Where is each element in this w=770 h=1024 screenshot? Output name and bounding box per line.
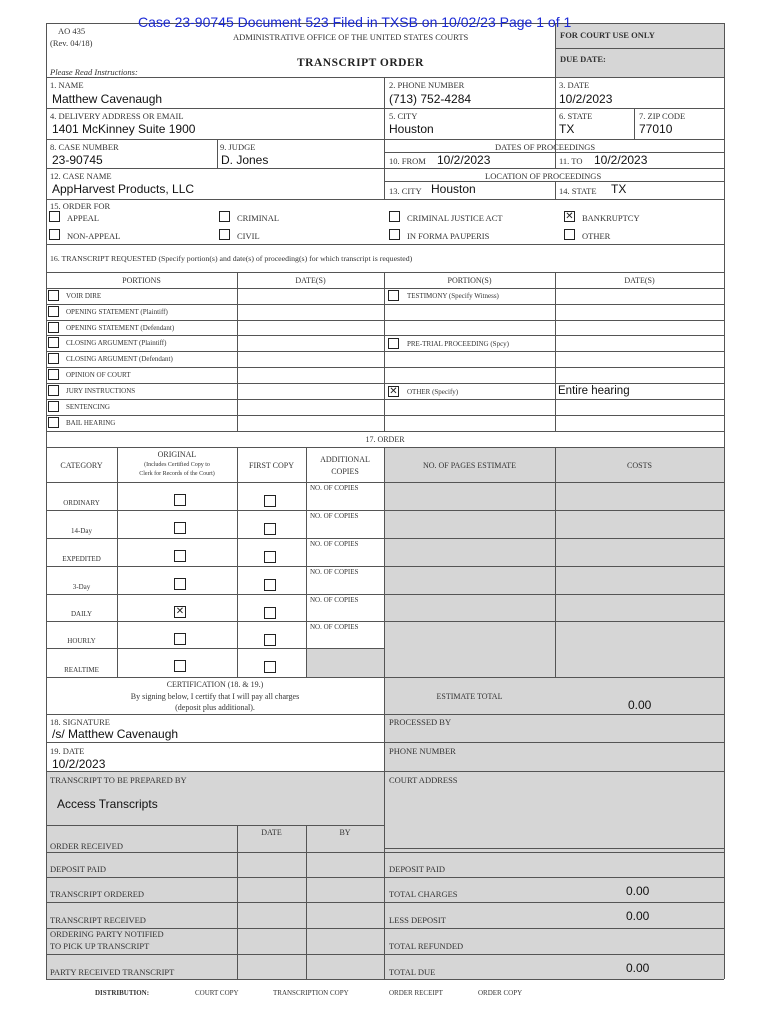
col-additional-1: ADDITIONAL (320, 455, 370, 464)
distribution-order-copy: ORDER COPY (478, 989, 523, 997)
first-copy-checkbox[interactable] (264, 551, 276, 563)
portion-checkbox[interactable] (48, 353, 59, 364)
less-deposit-value[interactable]: 0.00 (626, 909, 650, 923)
col-original-note-2: Clerk for Records of the Court) (139, 471, 215, 477)
appeal-checkbox[interactable] (49, 211, 60, 222)
name-field[interactable]: Matthew Cavenaugh (52, 92, 163, 106)
address-label: 4. DELIVERY ADDRESS OR EMAIL (50, 111, 184, 121)
criminal-checkbox[interactable] (219, 211, 230, 222)
zip-field[interactable]: 77010 (639, 122, 673, 136)
zip-label: 7. ZIP CODE (639, 111, 686, 121)
portion-checkbox[interactable] (48, 417, 59, 428)
criminal-label: CRIMINAL (237, 213, 280, 223)
case-name-field[interactable]: AppHarvest Products, LLC (52, 182, 195, 196)
col-additional-2: COPIES (331, 467, 359, 476)
portion-label: CLOSING ARGUMENT (Plaintiff) (66, 339, 167, 347)
order-category-label: ORDINARY (63, 499, 100, 507)
first-copy-checkbox[interactable] (264, 634, 276, 646)
first-copy-checkbox[interactable] (264, 495, 276, 507)
date-field[interactable]: 10/2/2023 (559, 92, 613, 106)
distribution-order-receipt: ORDER RECEIPT (389, 989, 443, 997)
from-label: 10. FROM (389, 156, 426, 166)
tracking-party-notified-1: ORDERING PARTY NOTIFIED (50, 929, 164, 939)
check-mark-icon: ✕ (565, 211, 574, 222)
cja-label: CRIMINAL JUSTICE ACT (407, 213, 503, 223)
bankruptcy-label: BANKRUPTCY (582, 213, 640, 223)
proc-city-field[interactable]: Houston (431, 182, 476, 196)
right-total-charges: TOTAL CHARGES (389, 889, 458, 899)
from-field[interactable]: 10/2/2023 (437, 153, 491, 167)
first-copy-checkbox[interactable] (264, 579, 276, 591)
testimony-checkbox[interactable] (388, 290, 399, 301)
prepared-by-label: TRANSCRIPT TO BE PREPARED BY (50, 775, 187, 785)
col-category: CATEGORY (60, 461, 103, 470)
realtime-copies-shade (306, 648, 384, 677)
tracking-party-received: PARTY RECEIVED TRANSCRIPT (50, 967, 175, 977)
appeal-label: APPEAL (67, 213, 100, 223)
col-original-note-1: (Includes Certified Copy to (144, 462, 210, 468)
certification-line-2: (deposit plus additional). (175, 703, 255, 712)
signature-field[interactable]: /s/ Matthew Cavenaugh (52, 727, 179, 741)
order-category-label: 14-Day (71, 527, 92, 535)
prepared-by-field[interactable]: Access Transcripts (57, 797, 158, 811)
proc-state-field[interactable]: TX (611, 182, 627, 196)
original-checkbox[interactable] (174, 633, 186, 645)
non-appeal-checkbox[interactable] (49, 229, 60, 240)
order-category-label: REALTIME (64, 666, 99, 674)
portion-checkbox[interactable] (48, 290, 59, 301)
tracking-col-by: BY (339, 828, 351, 837)
processed-by-label: PROCESSED BY (389, 717, 452, 727)
col-pages-estimate: NO. OF PAGES ESTIMATE (422, 461, 517, 470)
signature-date-field[interactable]: 10/2/2023 (52, 757, 106, 771)
other-specify-value[interactable]: Entire hearing (558, 385, 630, 397)
right-deposit-paid: DEPOSIT PAID (389, 864, 445, 874)
total-charges-value[interactable]: 0.00 (626, 884, 650, 898)
right-less-deposit: LESS DEPOSIT (389, 915, 446, 925)
no-of-copies-label: NO. OF COPIES (310, 540, 359, 548)
tracking-party-notified-2: TO PICK UP TRANSCRIPT (50, 941, 150, 951)
tracking-col-date: DATE (261, 828, 282, 837)
check-mark-icon: ✕ (175, 606, 185, 617)
distribution-court-copy: COURT COPY (195, 989, 239, 997)
testimony-label: TESTIMONY (Specify Witness) (407, 292, 499, 300)
pretrial-checkbox[interactable] (388, 338, 399, 349)
city-label: 5. CITY (389, 111, 418, 121)
portion-label: OPENING STATEMENT (Defendant) (66, 324, 175, 332)
first-copy-checkbox[interactable] (264, 523, 276, 535)
col-portions: PORTIONS (122, 276, 161, 285)
col-first-copy: FIRST COPY (249, 461, 294, 470)
agency-name: ADMINISTRATIVE OFFICE OF THE UNITED STATES COURTS (233, 32, 469, 42)
original-checkbox[interactable] (174, 578, 186, 590)
other-specify-checkbox[interactable] (388, 386, 399, 397)
original-checkbox[interactable] (174, 606, 186, 618)
portion-checkbox[interactable] (48, 337, 59, 348)
portion-label: VOIR DIRE (66, 292, 102, 300)
no-of-copies-label: NO. OF COPIES (310, 512, 359, 520)
pretrial-label: PRE-TRIAL PROCEEDING (Spcy) (407, 340, 510, 348)
original-checkbox[interactable] (174, 494, 186, 506)
signature-label: 18. SIGNATURE (50, 717, 110, 727)
portion-label: SENTENCING (66, 403, 110, 411)
portion-checkbox[interactable] (48, 322, 59, 333)
order-section-label: 17. ORDER (365, 435, 405, 444)
portion-label: CLOSING ARGUMENT (Defendant) (66, 355, 173, 363)
to-field[interactable]: 10/2/2023 (594, 153, 648, 167)
date-label: 3. DATE (559, 80, 590, 90)
court-use-label: FOR COURT USE ONLY (560, 30, 655, 40)
state-field[interactable]: TX (559, 122, 575, 136)
case-number-field[interactable]: 23-90745 (52, 153, 103, 167)
case-name-label: 12. CASE NAME (50, 171, 112, 181)
no-of-copies-label: NO. OF COPIES (310, 623, 359, 631)
civil-checkbox[interactable] (219, 229, 230, 240)
phone-label: 2. PHONE NUMBER (389, 80, 465, 90)
original-checkbox[interactable] (174, 522, 186, 534)
col-dates-2: DATE(S) (624, 276, 655, 285)
portion-label: JURY INSTRUCTIONS (66, 387, 136, 395)
form-number: AO 435 (58, 26, 86, 36)
case-number-label: 8. CASE NUMBER (50, 142, 119, 152)
first-copy-checkbox[interactable] (264, 661, 276, 673)
check-mark-icon: ✕ (389, 386, 398, 397)
ifp-checkbox[interactable] (389, 229, 400, 240)
due-date-label: DUE DATE: (560, 54, 606, 64)
other-label: OTHER (582, 231, 611, 241)
tracking-transcript-received: TRANSCRIPT RECEIVED (50, 915, 146, 925)
cja-checkbox[interactable] (389, 211, 400, 222)
certification-title: CERTIFICATION (18. & 19.) (166, 680, 264, 689)
col-original: ORIGINAL (157, 450, 197, 459)
first-copy-checkbox[interactable] (264, 607, 276, 619)
original-checkbox[interactable] (174, 550, 186, 562)
civil-label: CIVIL (237, 231, 260, 241)
portion-label: OPENING STATEMENT (Plaintiff) (66, 308, 168, 316)
tracking-deposit-paid: DEPOSIT PAID (50, 864, 106, 874)
address-field[interactable]: 1401 McKinney Suite 1900 (52, 122, 196, 136)
other-specify-label: OTHER (Specify) (407, 388, 459, 396)
no-of-copies-label: NO. OF COPIES (310, 596, 359, 604)
proc-city-label: 13. CITY (389, 186, 422, 196)
state-label: 6. STATE (559, 111, 593, 121)
name-label: 1. NAME (50, 80, 84, 90)
portion-checkbox[interactable] (48, 385, 59, 396)
portion-checkbox[interactable] (48, 369, 59, 380)
estimate-total-label: ESTIMATE TOTAL (436, 692, 503, 701)
transcript-requested-label: 16. TRANSCRIPT REQUESTED (Specify portion(s) and date(s) of proceeding(s) for which transcript is requested) (50, 254, 413, 263)
tracking-order-received: ORDER RECEIVED (50, 841, 123, 851)
form-revision: (Rev. 04/18) (50, 38, 93, 48)
non-appeal-label: NON-APPEAL (67, 231, 121, 241)
tracking-transcript-ordered: TRANSCRIPT ORDERED (50, 889, 145, 899)
court-address-label: COURT ADDRESS (389, 775, 458, 785)
estimate-total-value[interactable]: 0.00 (628, 698, 652, 712)
instructions-note: Please Read Instructions: (50, 67, 138, 77)
ifp-label: IN FORMA PAUPERIS (407, 231, 490, 241)
portion-checkbox[interactable] (48, 401, 59, 412)
bankruptcy-checkbox[interactable] (564, 211, 575, 222)
form-title: TRANSCRIPT ORDER (297, 57, 424, 69)
portion-label: BAIL HEARING (66, 419, 116, 427)
order-category-label: HOURLY (67, 637, 96, 645)
portion-label: OPINION OF COURT (66, 371, 131, 379)
city-field[interactable]: Houston (389, 122, 434, 136)
right-total-refunded: TOTAL REFUNDED (389, 941, 464, 951)
phone-field[interactable]: (713) 752-4284 (389, 92, 472, 106)
order-for-label: 15. ORDER FOR (50, 201, 111, 211)
dates-of-proceedings-label: DATES OF PROCEEDINGS (495, 142, 596, 152)
other-checkbox[interactable] (564, 229, 575, 240)
right-total-due: TOTAL DUE (389, 967, 436, 977)
portion-checkbox[interactable] (48, 306, 59, 317)
location-of-proceedings-label: LOCATION OF PROCEEDINGS (485, 171, 602, 181)
judge-label: 9. JUDGE (220, 142, 256, 152)
certification-line-1: By signing below, I certify that I will pay all charges (130, 692, 300, 701)
order-category-label: EXPEDITED (62, 555, 101, 563)
filing-stamp: Case 23-90745 Document 523 Filed in TXSB on 10/02/23 Page 1 of 1 (138, 14, 572, 30)
order-category-label: 3-Day (72, 583, 91, 591)
col-costs: COSTS (627, 461, 652, 470)
distribution-label: DISTRIBUTION: (95, 989, 150, 997)
phone-number-label: PHONE NUMBER (389, 746, 456, 756)
to-label: 11. TO (559, 156, 583, 166)
signature-date-label: 19. DATE (50, 746, 85, 756)
original-checkbox[interactable] (174, 660, 186, 672)
total-due-value[interactable]: 0.00 (626, 961, 650, 975)
proc-state-label: 14. STATE (559, 186, 597, 196)
distribution-transcription-copy: TRANSCRIPTION COPY (273, 989, 349, 997)
judge-field[interactable]: D. Jones (221, 153, 269, 167)
col-dates: DATE(S) (295, 276, 326, 285)
no-of-copies-label: NO. OF COPIES (310, 568, 359, 576)
no-of-copies-label: NO. OF COPIES (310, 484, 359, 492)
col-portion: PORTION(S) (447, 276, 492, 285)
order-category-label: DAILY (70, 610, 93, 618)
